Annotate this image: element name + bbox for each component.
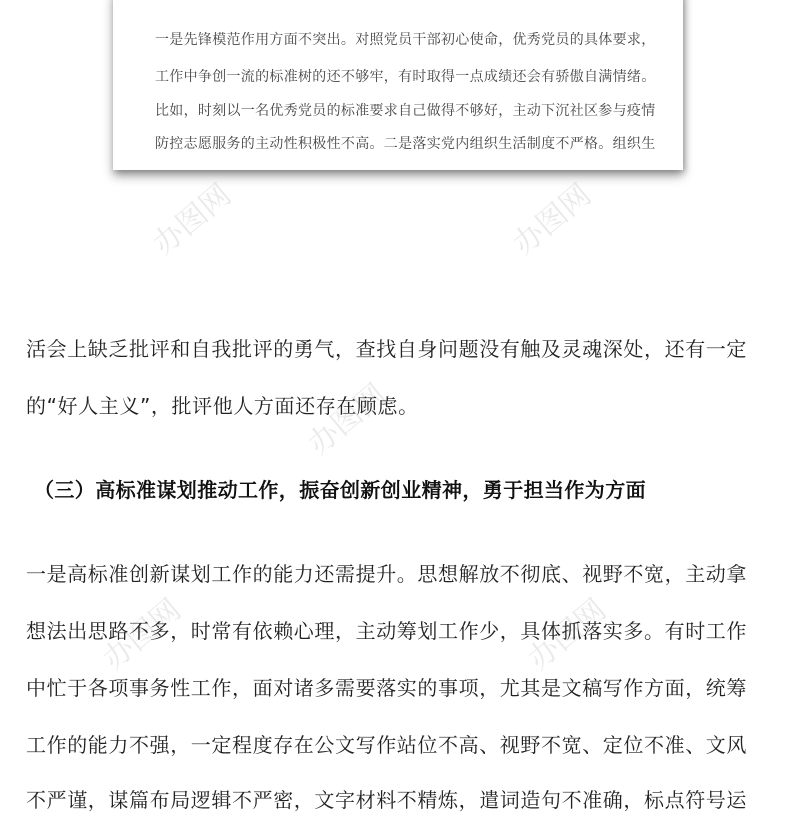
preview-line: 防控志愿服务的主动性积极性不高。二是落实党内组织生活制度不严格。组织生	[155, 136, 656, 152]
paragraph-line: 想法出思路不多，时常有依赖心理，主动筹划工作少，具体抓落实多。有时工作	[26, 619, 747, 643]
section-heading: （三）高标准谋划推动工作，振奋创新创业精神，勇于担当作为方面	[34, 478, 646, 502]
preview-line: 比如，时刻以一名优秀党员的标准要求自己做得不够好，主动下沉社区参与疫情	[155, 103, 656, 119]
paragraph-line: 不严谨，谋篇布局逻辑不严密，文字材料不精炼，遣词造句不准确，标点符号运	[26, 788, 747, 812]
watermark: 办图网	[96, 592, 188, 678]
paragraph-line: 工作的能力不强，一定程度存在公文写作站位不高、视野不宽、定位不准、文风	[26, 733, 747, 757]
preview-line: 一是先锋模范作用方面不突出。对照党员干部初心使命，优秀党员的具体要求，	[155, 32, 656, 48]
paragraph-line: 的“好人主义”，批评他人方面还存在顾虑。	[26, 394, 419, 418]
paragraph-line: 活会上缺乏批评和自我批评的勇气，查找自身问题没有触及灵魂深处，还有一定	[26, 337, 747, 361]
preview-line: 工作中争创一流的标准树的还不够牢，有时取得一点成绩还会有骄傲自满情绪。	[155, 69, 656, 85]
watermark: 办图网	[506, 177, 598, 263]
paragraph-line: 中忙于各项事务性工作，面对诸多需要落实的事项，尤其是文稿写作方面，统筹	[26, 676, 747, 700]
watermark: 办图网	[301, 377, 393, 463]
watermark: 办图网	[521, 592, 613, 678]
paragraph-line: 一是高标准创新谋划工作的能力还需提升。思想解放不彻底、视野不宽，主动拿	[26, 562, 747, 586]
preview-card	[113, 0, 683, 170]
watermark: 办图网	[146, 177, 238, 263]
